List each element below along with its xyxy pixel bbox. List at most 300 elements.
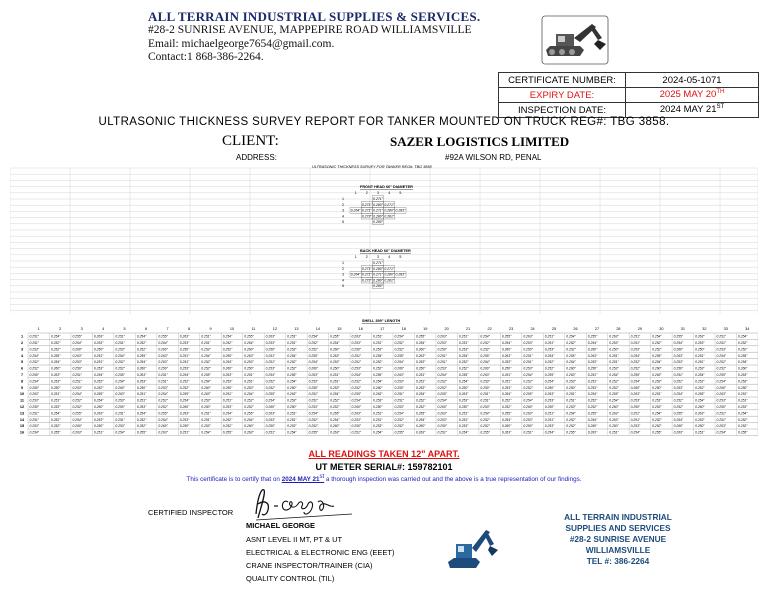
back-head-col-header: 5	[399, 255, 402, 259]
shell-col-header: 29	[637, 327, 643, 331]
shell-reading: 0.251"	[544, 341, 555, 345]
shell-reading: 0.254"	[673, 341, 684, 345]
shell-reading: 0.253"	[695, 366, 705, 371]
shell-reading: 0.251"	[437, 353, 447, 358]
certificate-number-value: 2024-05-1071	[626, 73, 759, 88]
shell-reading: 0.263"	[50, 373, 61, 377]
shell-reading: 0.252"	[50, 417, 61, 422]
shell-reading: 0.260"	[609, 405, 619, 409]
shell-reading: 0.263"	[394, 373, 404, 377]
shell-reading: 0.253"	[566, 405, 576, 409]
shell-reading: 0.251"	[158, 373, 168, 377]
shell-reading: 0.260"	[673, 347, 684, 352]
front-head-reading: 0.271"	[361, 202, 372, 207]
shell-reading: 0.251"	[287, 411, 297, 416]
shell-reading: 0.254"	[738, 411, 748, 416]
shell-reading: 0.254"	[652, 360, 662, 365]
shell-reading: 0.251"	[437, 360, 447, 365]
shell-reading: 0.252"	[115, 366, 125, 371]
shell-reading: 0.251"	[630, 341, 641, 345]
shell-reading: 0.253"	[716, 398, 726, 403]
shell-reading: 0.250"	[437, 347, 447, 352]
back-head-row-number: 4	[342, 278, 344, 283]
shell-reading: 0.252"	[652, 417, 662, 422]
shell-reading: 0.251"	[265, 360, 276, 365]
inspection-date-label: INSPECTION DATE:	[499, 103, 626, 118]
shell-reading: 0.250"	[437, 424, 447, 429]
shell-reading: 0.251"	[72, 379, 82, 384]
shell-reading: 0.251"	[93, 353, 104, 358]
shell-reading: 0.255"	[394, 430, 404, 435]
shell-reading: 0.252"	[50, 347, 61, 352]
shell-reading: 0.252"	[351, 385, 361, 390]
shell-reading: 0.254"	[330, 417, 340, 422]
shell-reading: 0.254"	[437, 373, 447, 377]
shell-reading: 0.251"	[523, 360, 533, 365]
shell-reading: 0.251"	[50, 392, 61, 397]
shell-reading: 0.251"	[222, 398, 233, 403]
shell-reading: 0.254"	[287, 353, 297, 358]
shell-col-header: 26	[573, 327, 578, 331]
shell-reading: 0.251"	[609, 430, 619, 435]
shell-reading: 0.251"	[179, 430, 190, 435]
shell-reading: 0.254"	[373, 430, 383, 435]
shell-reading: 0.253"	[437, 366, 447, 371]
shell-reading: 0.255"	[50, 430, 61, 435]
shell-reading: 0.255"	[630, 373, 641, 377]
front-head-col-header: 3	[377, 191, 379, 195]
shell-reading: 0.263"	[630, 392, 641, 397]
shell-reading: 0.253"	[308, 379, 319, 384]
shell-reading: 0.253"	[265, 417, 276, 422]
shell-reading: 0.254"	[158, 392, 168, 397]
shell-reading: 0.253"	[93, 341, 104, 345]
shell-reading: 0.254"	[201, 353, 211, 358]
credential-3: CRANE INSPECTOR/TRAINER (CIA)	[246, 561, 373, 570]
shell-reading: 0.263"	[501, 430, 512, 435]
expiry-date-row	[499, 88, 759, 103]
shell-reading: 0.250"	[330, 366, 340, 371]
shell-reading: 0.254"	[222, 334, 233, 339]
shell-reading: 0.252"	[738, 424, 748, 429]
front-head-reading: 0.271"	[373, 197, 383, 201]
shell-reading: 0.252"	[222, 347, 233, 352]
shell-reading: 0.255"	[523, 392, 533, 397]
shell-reading: 0.253"	[480, 379, 490, 384]
stamp-line-4: WILLIAMSVILLE	[585, 545, 651, 555]
shell-reading: 0.253"	[265, 366, 276, 371]
shell-reading: 0.250"	[501, 366, 512, 371]
shell-reading: 0.253"	[351, 341, 361, 345]
back-head-title: BACK HEAD 66" DIAMETER	[360, 249, 411, 253]
shell-reading: 0.253"	[673, 385, 684, 390]
shell-reading: 0.263"	[308, 373, 319, 377]
shell-reading: 0.255"	[287, 373, 297, 377]
shell-reading: 0.252"	[50, 341, 61, 345]
shell-reading: 0.251"	[458, 417, 469, 422]
shell-reading: 0.260"	[158, 347, 168, 352]
inspection-date-suffix: ST	[716, 104, 725, 111]
shell-reading: 0.253"	[72, 360, 82, 365]
shell-reading: 0.252"	[458, 360, 469, 365]
back-head-reading: 0.264"	[350, 272, 361, 277]
shell-col-header: 3	[80, 327, 83, 331]
shell-reading: 0.251"	[201, 417, 211, 422]
shell-reading: 0.260"	[222, 366, 233, 371]
shell-reading: 0.260"	[50, 366, 61, 371]
shell-reading: 0.254"	[458, 353, 469, 358]
shell-reading: 0.263"	[179, 411, 190, 416]
back-head-reading: 0.280"	[373, 266, 383, 271]
shell-reading: 0.251"	[158, 379, 168, 384]
shell-reading: 0.251"	[222, 392, 233, 397]
shell-reading: 0.252"	[330, 405, 340, 409]
back-head-col-header: 3	[377, 255, 379, 259]
shell-reading: 0.250"	[201, 405, 211, 409]
shell-reading: 0.251"	[330, 373, 340, 377]
shell-reading: 0.253"	[630, 347, 641, 352]
shell-reading: 0.251"	[115, 411, 125, 416]
shell-reading: 0.250"	[93, 424, 104, 429]
shell-reading: 0.260"	[287, 385, 297, 390]
shell-reading: 0.263"	[244, 353, 254, 358]
shell-reading: 0.253"	[544, 424, 555, 429]
shell-reading: 0.252"	[716, 366, 726, 371]
front-head-reading: 0.280"	[373, 214, 383, 219]
shell-reading: 0.254"	[222, 360, 233, 365]
shell-reading: 0.253"	[244, 385, 254, 390]
shell-reading: 0.252"	[480, 424, 490, 429]
shell-reading: 0.251"	[351, 430, 361, 435]
shell-reading: 0.263"	[609, 411, 619, 416]
shell-reading: 0.251"	[244, 373, 254, 377]
shell-reading: 0.252"	[115, 360, 125, 365]
shell-reading: 0.253"	[738, 405, 748, 409]
shell-reading: 0.255"	[222, 430, 233, 435]
shell-col-header: 6	[145, 327, 148, 331]
shell-reading: 0.252"	[544, 366, 555, 371]
shell-row-number: 15	[19, 424, 25, 429]
shell-reading: 0.250"	[115, 405, 125, 409]
shell-reading: 0.254"	[630, 430, 641, 435]
shell-reading: 0.254"	[158, 417, 168, 422]
shell-reading: 0.260"	[136, 366, 147, 371]
shell-reading: 0.252"	[93, 379, 104, 384]
shell-reading: 0.255"	[587, 334, 598, 339]
shell-reading: 0.255"	[566, 353, 576, 358]
shell-reading: 0.252"	[480, 341, 490, 345]
shell-reading: 0.251"	[287, 341, 297, 345]
shell-reading: 0.251"	[29, 341, 39, 345]
back-head-row-number: 5	[342, 284, 344, 289]
shell-reading: 0.252"	[179, 385, 190, 390]
shell-reading: 0.250"	[244, 366, 254, 371]
shell-reading: 0.252"	[136, 347, 147, 352]
back-head-row-number: 1	[342, 261, 344, 265]
shell-reading: 0.255"	[458, 373, 469, 377]
front-head-reading: 0.271"	[361, 208, 372, 213]
shell-reading: 0.260"	[523, 405, 533, 409]
shell-reading: 0.263"	[480, 373, 490, 377]
shell-reading: 0.253"	[158, 360, 168, 365]
shell-col-header: 33	[723, 327, 728, 331]
shell-reading: 0.255"	[415, 334, 426, 339]
shell-reading: 0.250"	[158, 366, 168, 371]
shell-reading: 0.253"	[50, 405, 61, 409]
shell-reading: 0.263"	[72, 353, 82, 358]
shell-row-number: 3	[20, 347, 24, 352]
shell-reading: 0.252"	[50, 424, 61, 429]
shell-reading: 0.251"	[115, 417, 125, 422]
shell-reading: 0.252"	[609, 379, 619, 384]
shell-col-header: 17	[380, 327, 385, 331]
shell-reading: 0.255"	[308, 430, 319, 435]
excavator-logo	[540, 14, 610, 66]
shell-reading: 0.255"	[330, 411, 340, 416]
shell-reading: 0.251"	[544, 334, 555, 339]
shell-reading: 0.250"	[523, 347, 533, 352]
shell-reading: 0.252"	[415, 398, 426, 403]
client-label: CLIENT:	[222, 133, 279, 149]
shell-reading: 0.250"	[351, 424, 361, 429]
shell-reading: 0.263"	[72, 430, 82, 435]
shell-reading: 0.254"	[673, 417, 684, 422]
shell-reading: 0.252"	[566, 341, 576, 345]
shell-reading: 0.252"	[630, 366, 641, 371]
front-head-col-header: 4	[388, 191, 391, 195]
shell-reading: 0.260"	[29, 385, 39, 390]
shell-row-number: 10	[19, 392, 25, 397]
shell-reading: 0.251"	[201, 334, 211, 339]
shell-reading: 0.255"	[609, 392, 619, 397]
shell-reading: 0.253"	[287, 347, 297, 352]
shell-reading: 0.251"	[308, 392, 319, 397]
shell-reading: 0.252"	[587, 405, 598, 409]
shell-reading: 0.251"	[523, 353, 533, 358]
client-name: SAZER LOGISTICS LIMITED	[390, 134, 570, 149]
shell-reading: 0.252"	[566, 347, 576, 352]
back-head-row-number: 3	[342, 272, 344, 277]
shell-reading: 0.260"	[501, 347, 512, 352]
shell-reading: 0.255"	[652, 430, 662, 435]
shell-reading: 0.254"	[480, 360, 490, 365]
shell-reading: 0.263"	[652, 373, 662, 377]
shell-col-header: 34	[745, 327, 750, 331]
front-head-row-number: 1	[342, 197, 344, 201]
shell-reading: 0.254"	[244, 341, 254, 345]
shell-reading: 0.253"	[115, 398, 125, 403]
shell-reading: 0.253"	[351, 366, 361, 371]
shell-col-header: 13	[294, 327, 299, 331]
shell-reading: 0.252"	[201, 360, 211, 365]
expiry-date-value: 2025 MAY 20	[659, 89, 717, 101]
shell-reading: 0.252"	[308, 347, 319, 352]
shell-col-header: 8	[187, 327, 191, 331]
shell-reading: 0.251"	[115, 334, 125, 339]
shell-reading: 0.251"	[93, 360, 104, 365]
shell-reading: 0.255"	[373, 373, 383, 377]
shell-reading: 0.255"	[72, 334, 82, 339]
shell-reading: 0.252"	[566, 417, 576, 422]
shell-reading: 0.253"	[523, 366, 533, 371]
shell-reading: 0.250"	[394, 385, 404, 390]
front-head-col-header: 5	[399, 191, 402, 195]
certificate-table	[498, 72, 759, 118]
shell-reading: 0.255"	[201, 373, 211, 377]
shell-row-number: 4	[20, 353, 24, 358]
shell-reading: 0.253"	[523, 341, 533, 345]
shell-reading: 0.263"	[330, 353, 340, 358]
shell-reading: 0.252"	[544, 360, 555, 365]
shell-reading: 0.263"	[587, 353, 598, 358]
shell-reading: 0.251"	[501, 379, 512, 384]
shell-reading: 0.250"	[93, 347, 104, 352]
shell-reading: 0.253"	[373, 347, 383, 352]
company-name: ALL TERRAIN INDUSTRIAL SUPPLIES & SERVICES.	[148, 9, 481, 24]
shell-reading: 0.251"	[544, 411, 555, 416]
shell-reading: 0.254"	[566, 360, 576, 365]
shell-reading: 0.253"	[566, 379, 576, 384]
shell-reading: 0.250"	[544, 405, 555, 409]
shell-reading: 0.250"	[695, 424, 705, 429]
shell-reading: 0.263"	[738, 373, 748, 377]
shell-reading: 0.254"	[652, 411, 662, 416]
shell-reading: 0.254"	[330, 341, 340, 345]
shell-reading: 0.255"	[437, 392, 447, 397]
shell-reading: 0.254"	[50, 411, 61, 416]
shell-reading: 0.252"	[480, 417, 490, 422]
shell-reading: 0.254"	[652, 334, 662, 339]
shell-reading: 0.254"	[201, 379, 211, 384]
shell-reading: 0.250"	[673, 366, 684, 371]
shell-reading: 0.253"	[72, 385, 82, 390]
shell-reading: 0.254"	[93, 373, 104, 377]
shell-reading: 0.250"	[72, 366, 82, 371]
shell-col-header: 31	[680, 327, 685, 331]
shell-reading: 0.254"	[501, 341, 512, 345]
shell-reading: 0.254"	[265, 398, 276, 403]
shell-reading: 0.253"	[630, 424, 641, 429]
shell-reading: 0.252"	[437, 385, 447, 390]
shell-reading: 0.251"	[652, 392, 662, 397]
shell-reading: 0.250"	[29, 405, 39, 409]
shell-reading: 0.254"	[308, 334, 319, 339]
shell-reading: 0.252"	[695, 385, 705, 390]
shell-col-header: 2	[59, 327, 62, 331]
shell-reading: 0.251"	[330, 379, 340, 384]
shell-reading: 0.251"	[716, 334, 726, 339]
shell-reading: 0.253"	[351, 417, 361, 422]
inspection-date-value: 2024 MAY 21	[659, 104, 717, 116]
shell-reading: 0.251"	[458, 411, 469, 416]
shell-reading: 0.254"	[480, 411, 490, 416]
shell-reading: 0.260"	[373, 385, 383, 390]
shell-reading: 0.251"	[630, 417, 641, 422]
shell-reading: 0.253"	[136, 379, 147, 384]
shell-reading: 0.250"	[587, 366, 598, 371]
shell-reading: 0.251"	[72, 373, 82, 377]
front-head-reading: 0.283"	[395, 208, 406, 213]
shell-reading: 0.253"	[587, 385, 598, 390]
stamp-line-3: #28-2 SUNRISE AVENUE	[569, 534, 667, 544]
shell-reading: 0.254"	[544, 353, 555, 358]
shell-reading: 0.254"	[716, 379, 726, 384]
shell-reading: 0.255"	[394, 353, 404, 358]
shell-reading: 0.251"	[29, 411, 39, 416]
shell-reading: 0.255"	[544, 373, 555, 377]
front-head-col-header: 2	[365, 191, 368, 195]
shell-reading: 0.253"	[394, 405, 404, 409]
certify-post: a thorough inspection was carried out and the above is a true representation of our findings.	[324, 476, 582, 484]
shell-reading: 0.254"	[136, 360, 147, 365]
shell-reading: 0.251"	[179, 353, 190, 358]
shell-reading: 0.252"	[738, 417, 748, 422]
shell-reading: 0.251"	[415, 373, 426, 377]
shell-reading: 0.250"	[523, 424, 533, 429]
shell-reading: 0.251"	[738, 398, 748, 403]
shell-reading: 0.252"	[136, 417, 147, 422]
shell-row-number: 13	[19, 411, 25, 416]
shell-reading: 0.252"	[394, 341, 404, 345]
shell-reading: 0.254"	[458, 379, 469, 384]
shell-reading: 0.251"	[673, 373, 684, 377]
shell-reading: 0.254"	[738, 360, 748, 365]
shell-reading: 0.260"	[695, 405, 705, 409]
expiry-date-label: EXPIRY DATE:	[499, 88, 626, 103]
shell-reading: 0.252"	[308, 417, 319, 422]
shell-reading: 0.260"	[308, 366, 319, 371]
shell-reading: 0.254"	[244, 417, 254, 422]
shell-reading: 0.253"	[394, 379, 404, 384]
shell-reading: 0.251"	[716, 417, 726, 422]
shell-reading: 0.263"	[415, 430, 426, 435]
shell-reading: 0.254"	[373, 353, 383, 358]
shell-reading: 0.250"	[351, 347, 361, 352]
shell-reading: 0.251"	[394, 398, 404, 403]
shell-reading: 0.255"	[244, 411, 254, 416]
shell-reading: 0.255"	[158, 334, 168, 339]
shell-reading: 0.253"	[652, 405, 662, 409]
shell-reading: 0.251"	[609, 360, 619, 365]
shell-reading: 0.255"	[158, 411, 168, 416]
front-head-reading: 0.280"	[373, 220, 383, 225]
shell-reading: 0.254"	[115, 379, 125, 384]
shell-reading: 0.254"	[544, 430, 555, 435]
shell-reading: 0.254"	[308, 411, 319, 416]
shell-reading: 0.255"	[93, 392, 104, 397]
shell-reading: 0.253"	[50, 379, 61, 384]
shell-reading: 0.252"	[652, 424, 662, 429]
shell-reading: 0.252"	[201, 366, 211, 371]
shell-reading: 0.263"	[351, 334, 361, 339]
certificate-number-row	[499, 73, 759, 88]
shell-row-number: 12	[19, 405, 25, 409]
shell-reading: 0.251"	[29, 417, 39, 422]
inner-title: ULTRASONIC THICKNESS SURVEY FOR TANKER REG#: TBG 3858	[312, 165, 432, 169]
back-head-reading: 0.281"	[384, 278, 395, 283]
shell-reading: 0.251"	[136, 392, 147, 397]
shell-reading: 0.253"	[458, 424, 469, 429]
back-head-row-number: 2	[342, 266, 344, 271]
shell-reading: 0.253"	[179, 366, 190, 371]
shell-reading: 0.263"	[695, 411, 705, 416]
shell-reading: 0.260"	[630, 385, 641, 390]
shell-reading: 0.251"	[566, 398, 576, 403]
shell-reading: 0.254"	[29, 379, 39, 384]
shell-col-header: 12	[272, 327, 278, 331]
shell-reading: 0.254"	[72, 417, 82, 422]
shell-reading: 0.253"	[201, 398, 211, 403]
